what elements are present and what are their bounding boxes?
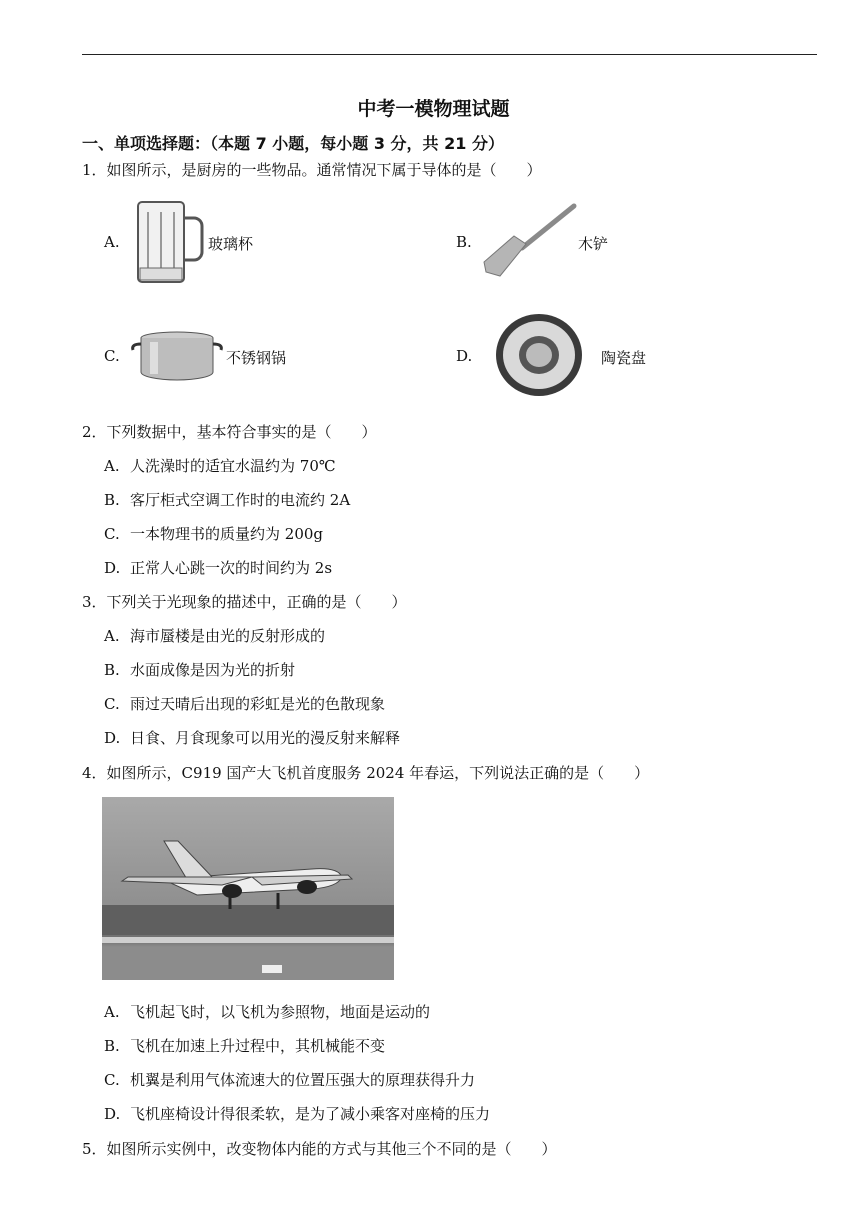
q2-option-a: A. 人洗澡时的适宜水温约为 70℃ xyxy=(104,457,336,475)
airplane-photo xyxy=(102,797,394,980)
q1-option-b-letter: B. xyxy=(456,233,472,251)
q3-option-c: C. 雨过天晴后出现的彩虹是光的色散现象 xyxy=(104,695,386,713)
q1-option-b-label: 木铲 xyxy=(578,235,609,253)
q1-option-c-letter: C. xyxy=(104,347,120,365)
q4-option-c: C. 机翼是利用气体流速大的位置压强大的原理获得升力 xyxy=(104,1071,476,1089)
question-1-stem: 1．如图所示，是厨房的一些物品。通常情况下属于导体的是（ ） xyxy=(82,161,542,179)
question-5-stem: 5．如图所示实例中，改变物体内能的方式与其他三个不同的是（ ） xyxy=(82,1140,557,1158)
question-2-stem: 2．下列数据中，基本符合事实的是（ ） xyxy=(82,423,377,441)
q1-option-a-label: 玻璃杯 xyxy=(208,235,254,253)
q4-option-b: B. 飞机在加速上升过程中，其机械能不变 xyxy=(104,1037,386,1055)
airplane-icon xyxy=(102,797,394,980)
header-rule xyxy=(82,54,817,55)
q3-option-b: B. 水面成像是因为光的折射 xyxy=(104,661,296,679)
ceramic-plate-icon xyxy=(494,312,584,398)
q3-option-a: A. 海市蜃楼是由光的反射形成的 xyxy=(104,627,326,645)
wooden-spatula-icon xyxy=(482,202,578,280)
q2-option-d: D. 正常人心跳一次的时间约为 2s xyxy=(104,559,333,577)
q1-option-d-label: 陶瓷盘 xyxy=(601,349,647,367)
section-heading: 一、单项选择题：（本题 7 小题，每小题 3 分，共 21 分） xyxy=(82,134,504,153)
q1-option-c-label: 不锈钢锅 xyxy=(226,349,287,367)
q4-option-d: D. 飞机座椅设计得很柔软，是为了减小乘客对座椅的压力 xyxy=(104,1105,491,1123)
steel-pot-icon xyxy=(130,328,224,384)
question-3-stem: 3．下列关于光现象的描述中，正确的是（ ） xyxy=(82,593,407,611)
q2-option-b: B. 客厅柜式空调工作时的电流约 2A xyxy=(104,491,351,509)
q4-option-a: A. 飞机起飞时，以飞机为参照物，地面是运动的 xyxy=(104,1003,431,1021)
q1-option-d-letter: D. xyxy=(456,347,473,365)
q2-option-c: C. 一本物理书的质量约为 200g xyxy=(104,525,324,543)
page-title: 中考一模物理试题 xyxy=(357,98,510,120)
glass-mug-icon xyxy=(130,198,206,286)
q3-option-d: D. 日食、月食现象可以用光的漫反射来解释 xyxy=(104,729,401,747)
question-4-stem: 4．如图所示，C919 国产大飞机首度服务 2024 年春运，下列说法正确的是（ ） xyxy=(82,764,650,782)
q1-option-a-letter: A. xyxy=(104,233,120,251)
